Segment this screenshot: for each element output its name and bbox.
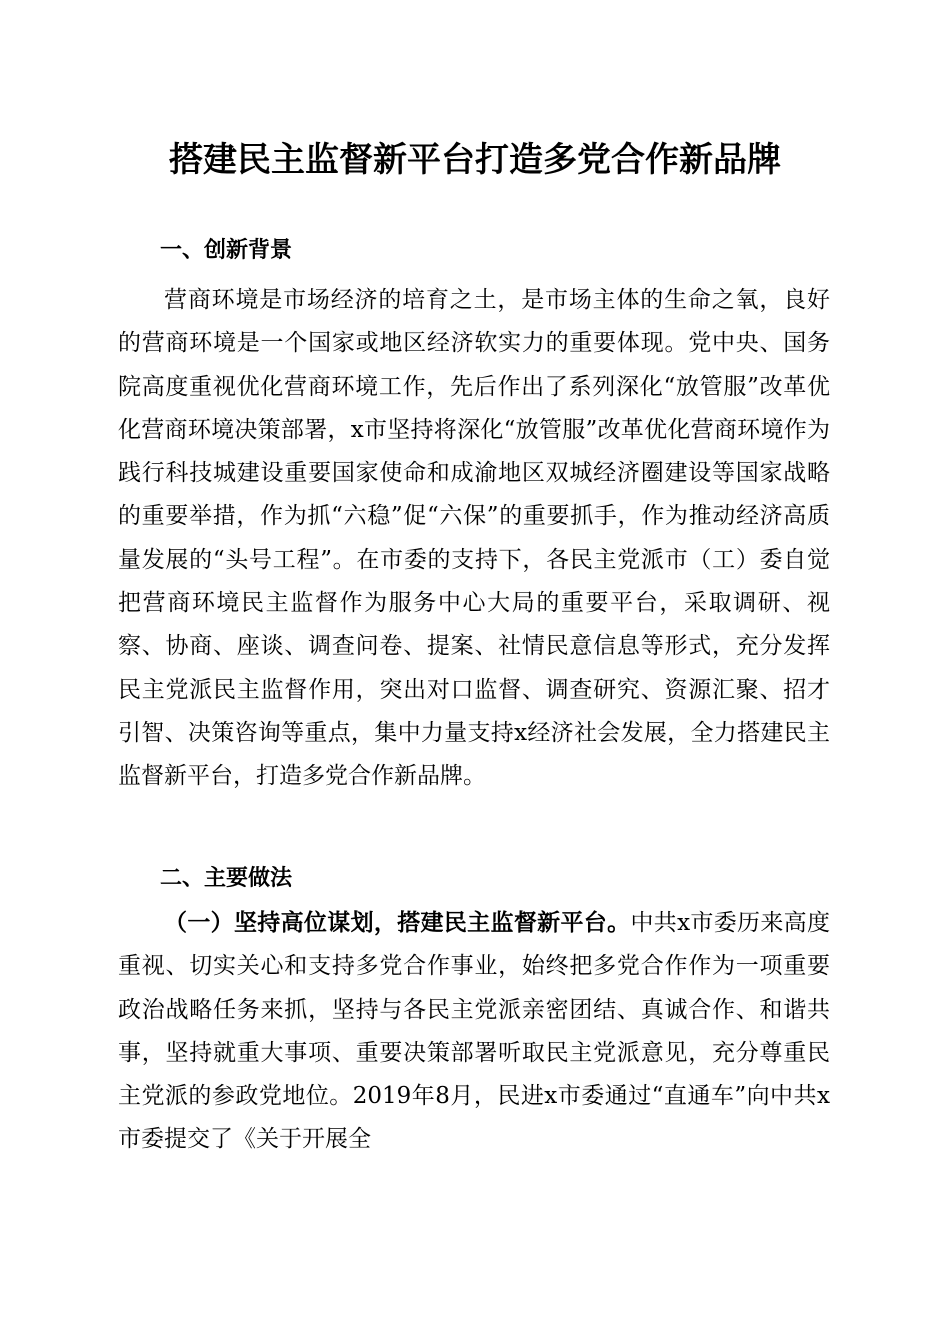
section-heading-main-practices: 二、主要做法 bbox=[160, 866, 293, 891]
paragraph-lead: （一）坚持高位谋划，搭建民主监督新平台。 bbox=[164, 909, 631, 936]
paragraph-main-practices bbox=[118, 901, 830, 1162]
section-heading-background: 一、创新背景 bbox=[160, 238, 293, 263]
document-title: 搭建民主监督新平台打造多党合作新品牌 bbox=[169, 140, 781, 180]
paragraph-text: 营商环境是市场经济的培育之土，是市场主体的生命之氧，良好的营商环境是一个国家或地区经济软实力的重要体现。党中央、国务院高度重视优化营商环境工作，先后作出了系列深化“放管服”改革优化营商环境决策部署，x市坚持将深化“放管服”改革优化营商环境作为践行科技城建设重要国家使命和成渝地区双城经济圈建设等国家战略的重要举措，作为抓“六稳”促“六保”的重要抓手，作为推动经济高质量发展的“头号工程”。在市委的支持下，各民主党派市（工）委自觉把营商环境民主监督作为服务中心大局的重要平台，采取调研、视察、协商、座谈、调查问卷、提案、社情民意信息等形式，充分发挥民主党派民主监督作用，突出对口监督、调查研究、资源汇聚、招才引智、决策咨询等重点，集中力量支持x经济社会发展，全力搭建民主监督新平台，打造多党合作新品牌。 bbox=[118, 287, 830, 790]
paragraph-text: 中共x市委历来高度重视、切实关心和支持多党合作事业，始终把多党合作作为一项重要政治战略任务来抓，坚持与各民主党派亲密团结、真诚合作、和谐共事，坚持就重大事项、重要决策部署听取民主党派意见，充分尊重民主党派的参政党地位。2019年8月，民进x市委通过“直通车”向中共x市委提交了《关于开展全 bbox=[118, 910, 831, 1153]
paragraph-background bbox=[118, 278, 830, 799]
